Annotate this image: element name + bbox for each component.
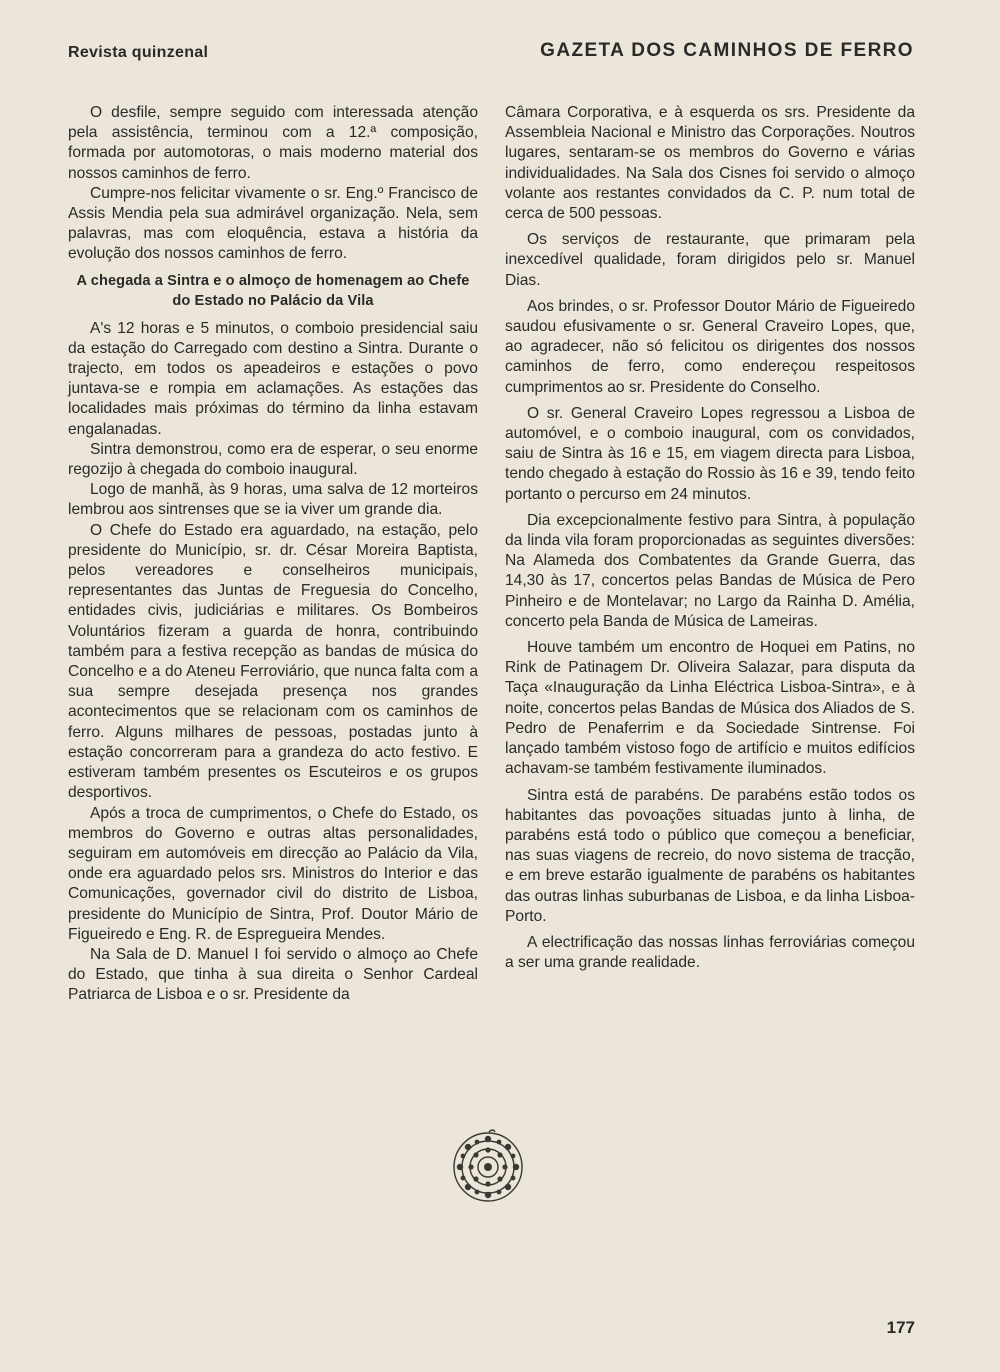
paragraph: Sintra está de parabéns. De parabéns estão todos os habitantes das povoações situadas junto à linha, de parabéns está todo o público que começou a beneficiar, nas suas viagens de recreio, do novo sistema de tracção, e em breve estarão igualmente de parabéns os habitantes das outras linhas suburbanas de Lisboa, e da linha Lisboa-Porto.	[505, 786, 915, 925]
paragraph: O Chefe do Estado era aguardado, na estação, pelo presidente do Município, sr. dr. César Moreira Baptista, pelos vereadores e conselheiros municipais, representantes das Juntas de Freguesia do Concelho, entidades civis, judiciárias e militares. Os Bombeiros Voluntários fizeram a guarda de honra, contribuindo também para a festiva recepção as bandas de música do Concelho e a do Ateneu Ferroviário, que nunca falta com a sua sempre desejada presença nos grandes acontecimentos que se relacionam com os caminhos de ferro. Alguns milhares de pessoas, postadas junto à estação concorreram para a grandeza do acto festivo. E estiveram também presentes os Escuteiros e os grupos desportivos.	[68, 521, 478, 802]
left-column	[68, 103, 478, 1006]
paragraph: Logo de manhã, às 9 horas, uma salva de 12 morteiros lembrou aos sintrenses que se ia viver um grande dia.	[68, 481, 478, 519]
paragraph: O sr. General Craveiro Lopes regressou a Lisboa de automóvel, e o comboio inaugural, com os convidados, saiu de Sintra às 16 e 15, em viagem directa para Lisboa, tendo chegado à estação do Rossio às 16 e 39, tendo feito portanto o percurso em 24 minutos.	[505, 404, 915, 503]
paragraph: A's 12 horas e 5 minutos, o comboio presidencial saiu da estação do Carregado com destino a Sintra. Durante o trajecto, em todos os apeadeiros e estações o povo juntava-se e rompia em aclamações. As estações das localidades mais próximas do término da linha estavam engalanadas.	[68, 319, 478, 438]
paragraph: Após a troca de cumprimentos, o Chefe do Estado, os membros do Governo e outras altas personalidades, seguiram em automóveis em direcção ao Palácio da Vila, onde era aguardado pelos srs. Ministros do Interior e das Comunicações, governador civil do distrito de Lisboa, presidente do Município de Sintra, Prof. Doutor Mário de Figueiredo e Eng. R. de Espregueira Mendes.	[68, 804, 478, 943]
running-header-title: GAZETA DOS CAMINHOS DE FERRO	[540, 40, 914, 61]
paragraph: Os serviços de restaurante, que primaram pela inexcedível qualidade, foram dirigidos pelo sr. Manuel Dias.	[505, 231, 915, 289]
paragraph: Na Sala de D. Manuel I foi servido o almoço ao Chefe do Estado, que tinha à sua direita o Senhor Cardeal Patriarca de Lisboa e o sr. Presidente da	[68, 945, 478, 1004]
page-number: 177	[886, 1318, 915, 1337]
paragraph: Dia excepcionalmente festivo para Sintra, à população da linda vila foram proporcionadas as seguintes diversões: Na Alameda dos Combatentes da Grande Guerra, das 14,30 às 17, concertos pelas Bandas de Música de Pero Pinheiro e de Montelavar; no Largo da Rainha D. Amélia, concerto pela Banda de Música de Lameiras.	[505, 511, 915, 630]
paragraph: Houve também um encontro de Hoquei em Patins, no Rink de Patinagem Dr. Oliveira Salazar, para disputa da Taça «Inauguração da Linha Eléctrica Lisboa-Sintra», e à noite, concertos pelas Bandas de Música dos Aliados de S. Pedro de Penaferrim e da Sociedade Sintrense. Foi lançado também vistoso fogo de artifício e muitos edifícios achavam-se também festivamente iluminados.	[505, 639, 915, 778]
paragraph: O desfile, sempre seguido com interessada atenção pela assistência, terminou com a 12.ª composição, formada por automotoras, o mais moderno material dos nossos caminhos de ferro.	[68, 104, 478, 182]
paragraph: Sintra demonstrou, como era de esperar, o seu enorme regozijo à chegada do comboio inaugural.	[68, 440, 478, 479]
rosette-ornament-icon	[449, 1128, 527, 1206]
paragraph: Cumpre-nos felicitar vivamente o sr. Eng.º Francisco de Assis Mendia pela sua admirável organização. Nela, sem palavras, mas com eloquência, estava a história da evolução dos nossos caminhos de ferro.	[68, 184, 478, 263]
paragraph: Câmara Corporativa, e à esquerda os srs. Presidente da Assembleia Nacional e Ministro das Corporações. Noutros lugares, sentaram-se os membros do Governo e várias individualidades. Na Sala dos Cisnes foi servido o almoço volante aos restantes convidados da C. P. num total de cerca de 500 pessoas.	[505, 104, 915, 223]
running-header-left: Revista quinzenal	[68, 44, 209, 61]
paragraph: Aos brindes, o sr. Professor Doutor Mário de Figueiredo saudou efusivamente o sr. General Craveiro Lopes, que, ao agradecer, não só felicitou os dirigentes dos nossos caminhos de ferro, como endereçou respeitosos cumprimentos ao sr. Presidente do Conselho.	[505, 297, 915, 396]
right-column	[505, 103, 915, 973]
paragraph: A electrificação das nossas linhas ferroviárias começou a ser uma grande realidade.	[505, 933, 915, 972]
section-heading: A chegada a Sintra e o almoço de homenagem ao Chefe do Estado no Palácio da Vila	[76, 272, 470, 309]
